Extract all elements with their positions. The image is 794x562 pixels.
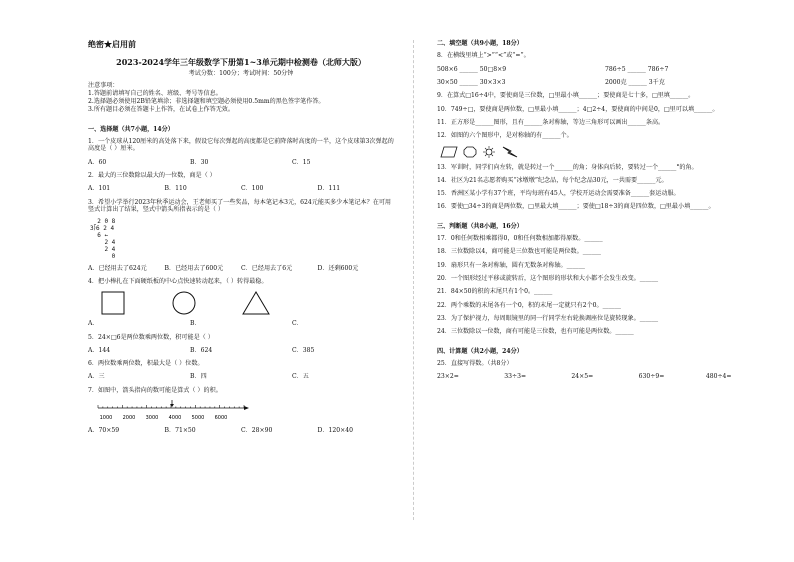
q2-options — [88, 185, 394, 192]
q1-options — [88, 159, 394, 166]
option[interactable]: D．120×40 — [317, 427, 353, 435]
question-1: 1．一个皮球从120厘米的高处落下来，假设它每次弹起的高度都是它前降落时高度的一半，这个皮球第3次弹起的高度是（ ）厘米。 — [88, 138, 394, 153]
calc-item: 480÷4= — [705, 373, 732, 381]
division-line: 2 4 — [90, 238, 116, 246]
long-division — [90, 219, 394, 260]
question-3: 3．希望小学举行2023年秋季运动会，王老师买了一些奖品，每本笔记本3元，624元能买多少本笔记本？在可用竖式计算出了结果，竖式中箭头所指表示的是（ ） — [88, 198, 392, 213]
option[interactable]: C．100 — [241, 185, 264, 193]
option[interactable]: C．15 — [292, 158, 311, 166]
column-divider — [413, 40, 414, 520]
option[interactable]: A．已经用去了624元 — [88, 264, 147, 272]
compare-item: 508×6 ______ 50□8×9 — [437, 65, 507, 73]
lightning-icon — [501, 146, 519, 158]
question-9: 9．在算式□16÷4中，要使商是三位数，□里最小填______；要使商是七十多，□里填______。 — [437, 92, 695, 100]
option[interactable]: C．28×90 — [241, 427, 273, 435]
question-5: 5．24×□6是两位数乘两位数，积可能是（ ） — [88, 333, 214, 341]
question-13: 13．军训时，同学们向左转，就是转过一个______的角；身体向后转，要转过一个______°的角。 — [437, 163, 698, 171]
tick-label: 5000 — [191, 415, 205, 422]
tick-label: 3000 — [145, 415, 159, 422]
question-8: 8．在横线里填上“>”“<”或“=”。 — [437, 52, 530, 60]
division-line: 0 — [90, 252, 116, 260]
option[interactable]: A．70×59 — [88, 427, 120, 435]
option[interactable]: B．30 — [190, 158, 209, 166]
option[interactable]: C．385 — [292, 346, 315, 354]
arrow-icon: ← — [104, 232, 109, 240]
q3-options — [88, 265, 394, 272]
question-4: 4．把小棒扎在下面硬纸板的中心点快速转动起来，（ ）转得最稳。 — [88, 277, 268, 285]
division-line: 2 0 8 — [90, 218, 116, 226]
option[interactable]: D．111 — [317, 185, 341, 193]
judge-item: 20．一个图形经过平移或旋转后，这个图形的形状和大小都不会发生改变。______ — [437, 275, 659, 282]
question-7: 7．如图中，箭头指向的数可能是算式（ ）的积。 — [88, 386, 222, 394]
calc-item: 33÷3= — [504, 373, 527, 381]
option[interactable]: C．五 — [292, 373, 309, 381]
section-title: 三、判断题（共8小题，16分） — [437, 222, 523, 230]
judge-item: 19．扇形只有一条对称轴，圆有无数条对称轴。______ — [437, 261, 585, 269]
option[interactable]: B．已经用去了600元 — [164, 264, 224, 272]
number-line — [94, 400, 394, 424]
tick-label: 6000 — [214, 415, 228, 422]
option[interactable]: C．已经用去了6元 — [241, 264, 293, 272]
option[interactable]: D．还剩600元 — [317, 264, 359, 272]
division-line — [90, 233, 394, 240]
judge-item: 23．为了保护视力，每周眼镜里的同一行同学左右轮换调座位是旋转现象。______ — [437, 314, 659, 322]
q5-options — [88, 347, 394, 354]
exam-info: 考试分数：100分；考试时间：50分钟 — [188, 70, 294, 78]
square-icon — [100, 291, 126, 315]
q12-shapes — [437, 146, 773, 158]
notes-title: 注意事项： — [88, 81, 119, 89]
question-12 — [437, 132, 773, 139]
q8-row — [437, 79, 773, 86]
judge-item: 18．三位数除以4，商可能是三位数也可能是两位数。______ — [437, 248, 601, 256]
question-15: 15．香洲区某小学有37个班，平均每班有45人，学校开运动会需要准备______套运动服。 — [437, 190, 680, 198]
compare-item: 30×50 ______ 30×3×3 — [437, 78, 506, 86]
number-line-graphic — [94, 400, 254, 422]
judge-item: 24．三位数除以一位数，商有可能是三位数，也有可能是两位数。______ — [437, 328, 634, 336]
question-11: 11．正方形是______图形，且有______条对称轴，等边三角形可以画出______条高。 — [437, 118, 665, 126]
question-12-text: 12．如图的六个图形中，是对称轴的有______个。 — [437, 132, 573, 140]
option[interactable]: B．71×50 — [164, 427, 196, 435]
section-title: 四、计算题（共2小题，24分） — [437, 347, 523, 355]
judge-item: 22．两个乘数的末尾各有一个0，积的末尾一定就只有2个0。______ — [437, 301, 621, 309]
section-title: 二、填空题（共9小题，18分） — [437, 40, 523, 47]
option[interactable]: A．101 — [88, 185, 111, 193]
calc-item: 23×2= — [437, 373, 459, 381]
secret-label: 绝密★启用前 — [88, 39, 136, 49]
tick-label: 4000 — [168, 415, 182, 422]
judge-item: 21．84×50的积的末尾只有1个0。______ — [437, 288, 553, 296]
division-line-text: 6 — [90, 232, 101, 240]
note-item: 1.答题前请填写自己的姓名、班级、考号等信息。 — [88, 89, 222, 97]
question-25: 25．直接写得数。（共8分） — [437, 359, 513, 367]
compare-item: 786÷5 ______ 786÷7 — [605, 65, 669, 73]
notes — [88, 82, 394, 114]
calc-row — [437, 373, 773, 380]
octagon-icon — [463, 146, 477, 158]
note-item: 2.选择题必须使用2B铅笔填涂；非选择题和填空题必须使用0.5mm的黑色签字笔作答。 — [88, 98, 325, 106]
division-line: 2 4 — [90, 245, 116, 253]
q8-row — [437, 66, 773, 73]
tick-label: 2000 — [122, 415, 136, 422]
question-16: 16．要使□34÷3的商是两位数，□里最大填______；要使□18÷3的商是四位数，□里最小填______。 — [437, 203, 715, 211]
question-10: 10．749÷□，要使商是两位数，□里最小填______；4□2÷4，要使商的中间是0，□里可以填______。 — [437, 105, 719, 113]
option[interactable]: A． — [88, 320, 99, 328]
sun-icon — [482, 146, 496, 158]
q4-options — [88, 320, 394, 327]
question-2: 2．最大的三位数除以最大的一位数，商是（ ） — [88, 172, 216, 179]
option[interactable]: B．110 — [164, 185, 187, 193]
question-14: 14．社区为21名志愿者购买“冰墩墩”纪念品，每个纪念品30元，一共需要______元。 — [437, 176, 668, 184]
option[interactable]: C． — [292, 320, 303, 328]
q7-options — [88, 427, 394, 434]
left-column — [88, 40, 394, 441]
judge-item: 17．0和任何数相乘都得0，0和任何数相加都得原数。______ — [437, 235, 603, 243]
option[interactable]: A．60 — [88, 158, 107, 166]
parallelogram-icon — [440, 146, 458, 158]
tick-label: 1000 — [99, 415, 113, 422]
option[interactable]: B．四 — [190, 373, 207, 381]
option[interactable]: B． — [190, 320, 201, 328]
calc-item: 630÷9= — [638, 373, 665, 381]
option[interactable]: A．三 — [88, 373, 105, 381]
q6-options — [88, 373, 394, 380]
option[interactable]: B．624 — [190, 346, 213, 354]
q12-shape-row — [440, 146, 519, 158]
section-title: 一、选择题（共7小题，14分） — [88, 125, 174, 133]
note-item: 3.所有题目必须在答题卡上作答，在试卷上作答无效。 — [88, 106, 234, 114]
compare-item: 2000克 ______ 3千克 — [605, 78, 665, 86]
division-line: 3⟌6 2 4 — [90, 225, 115, 233]
circle-icon — [171, 291, 197, 315]
exam-title: 2023-2024学年三年级数学下册第1~3单元期中检测卷（北师大版） — [116, 56, 366, 67]
right-column — [437, 40, 773, 387]
calc-item: 24×5= — [571, 373, 594, 381]
triangle-icon — [242, 291, 270, 315]
q4-shapes — [100, 291, 394, 315]
option[interactable]: A．144 — [88, 346, 111, 354]
question-6: 6．两位数乘两位数，积最大是（ ）位数。 — [88, 360, 204, 368]
